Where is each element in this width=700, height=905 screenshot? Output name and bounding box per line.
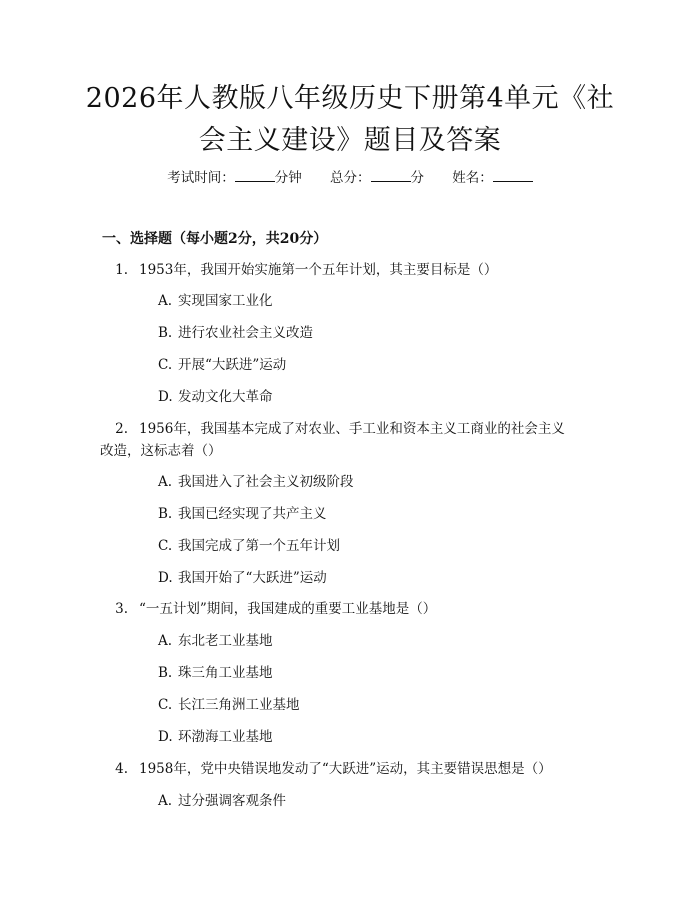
exam-info [0, 168, 700, 188]
question-3-option-c [158, 695, 300, 715]
exam-time-label: 考试时间： [167, 170, 235, 186]
question-1 [100, 258, 600, 282]
question-1-option-a [158, 291, 273, 311]
option-text: 环渤海工业基地 [178, 729, 273, 745]
option-letter: B. [158, 665, 173, 681]
total-score-label: 总分： [330, 170, 371, 186]
question-2-option-b [158, 504, 327, 524]
option-letter: B. [158, 506, 173, 522]
total-score-unit: 分 [410, 170, 424, 186]
question-number: 4. [115, 761, 128, 777]
option-letter: A. [158, 633, 173, 649]
option-text: 我国开始了“大跃进”运动 [178, 570, 327, 586]
option-letter: D. [158, 570, 173, 586]
question-3-option-d [158, 727, 273, 747]
question-stem-line-2: 改造，这标志着（） [100, 443, 222, 459]
option-text: 东北老工业基地 [178, 633, 273, 649]
question-number: 3. [115, 601, 128, 617]
question-stem: 1958年，党中央错误地发动了“大跃进”运动，其主要错误思想是（） [139, 761, 552, 777]
question-1-option-d [158, 387, 273, 407]
question-4-option-a [158, 791, 286, 811]
question-2-option-d [158, 568, 327, 588]
total-score-blank [371, 168, 411, 182]
question-stem: “一五计划”期间，我国建成的重要工业基地是（） [139, 601, 437, 617]
option-text: 我国已经实现了共产主义 [178, 506, 327, 522]
exam-time-field [167, 168, 302, 188]
option-text: 过分强调客观条件 [178, 793, 286, 809]
question-3-option-b [158, 663, 273, 683]
option-letter: C. [158, 357, 173, 373]
option-letter: C. [158, 697, 173, 713]
option-letter: B. [158, 325, 173, 341]
question-2-option-a [158, 472, 354, 492]
exam-time-blank [235, 168, 275, 182]
question-stem: 1953年，我国开始实施第一个五年计划，其主要目标是（） [139, 262, 498, 278]
option-letter: D. [158, 729, 173, 745]
student-name-field [452, 168, 533, 188]
title-line-2: 会主义建设》题目及答案 [198, 125, 502, 156]
question-1-option-c [158, 355, 286, 375]
option-text: 我国进入了社会主义初级阶段 [178, 474, 354, 490]
title-line-1: 2026年人教版八年级历史下册第4单元《社 [85, 83, 615, 114]
question-number: 2. [115, 421, 128, 437]
question-2-option-c [158, 536, 340, 556]
question-3 [100, 597, 600, 621]
question-2 [100, 417, 600, 441]
option-text: 实现国家工业化 [178, 293, 273, 309]
question-2-continuation [100, 439, 600, 463]
question-number: 1. [115, 262, 128, 278]
option-letter: C. [158, 538, 173, 554]
document-title [40, 78, 660, 162]
student-name-label: 姓名： [452, 170, 493, 186]
total-score-field [330, 168, 424, 188]
option-text: 进行农业社会主义改造 [178, 325, 313, 341]
option-letter: A. [158, 793, 173, 809]
option-text: 长江三角洲工业基地 [178, 697, 300, 713]
option-text: 珠三角工业基地 [178, 665, 273, 681]
option-letter: D. [158, 389, 173, 405]
option-text: 发动文化大革命 [178, 389, 273, 405]
exam-time-unit: 分钟 [274, 170, 302, 186]
option-text: 开展“大跃进”运动 [178, 357, 287, 373]
option-letter: A. [158, 474, 173, 490]
question-3-option-a [158, 631, 273, 651]
option-text: 我国完成了第一个五年计划 [178, 538, 340, 554]
section-heading-multiple-choice: 一、选择题（每小题2分，共20分） [102, 231, 328, 247]
question-1-option-b [158, 323, 313, 343]
student-name-blank [493, 168, 533, 182]
option-letter: A. [158, 293, 173, 309]
question-4 [100, 757, 600, 781]
question-stem-line-1: 1956年，我国基本完成了对农业、手工业和资本主义工商业的社会主义 [139, 421, 565, 437]
